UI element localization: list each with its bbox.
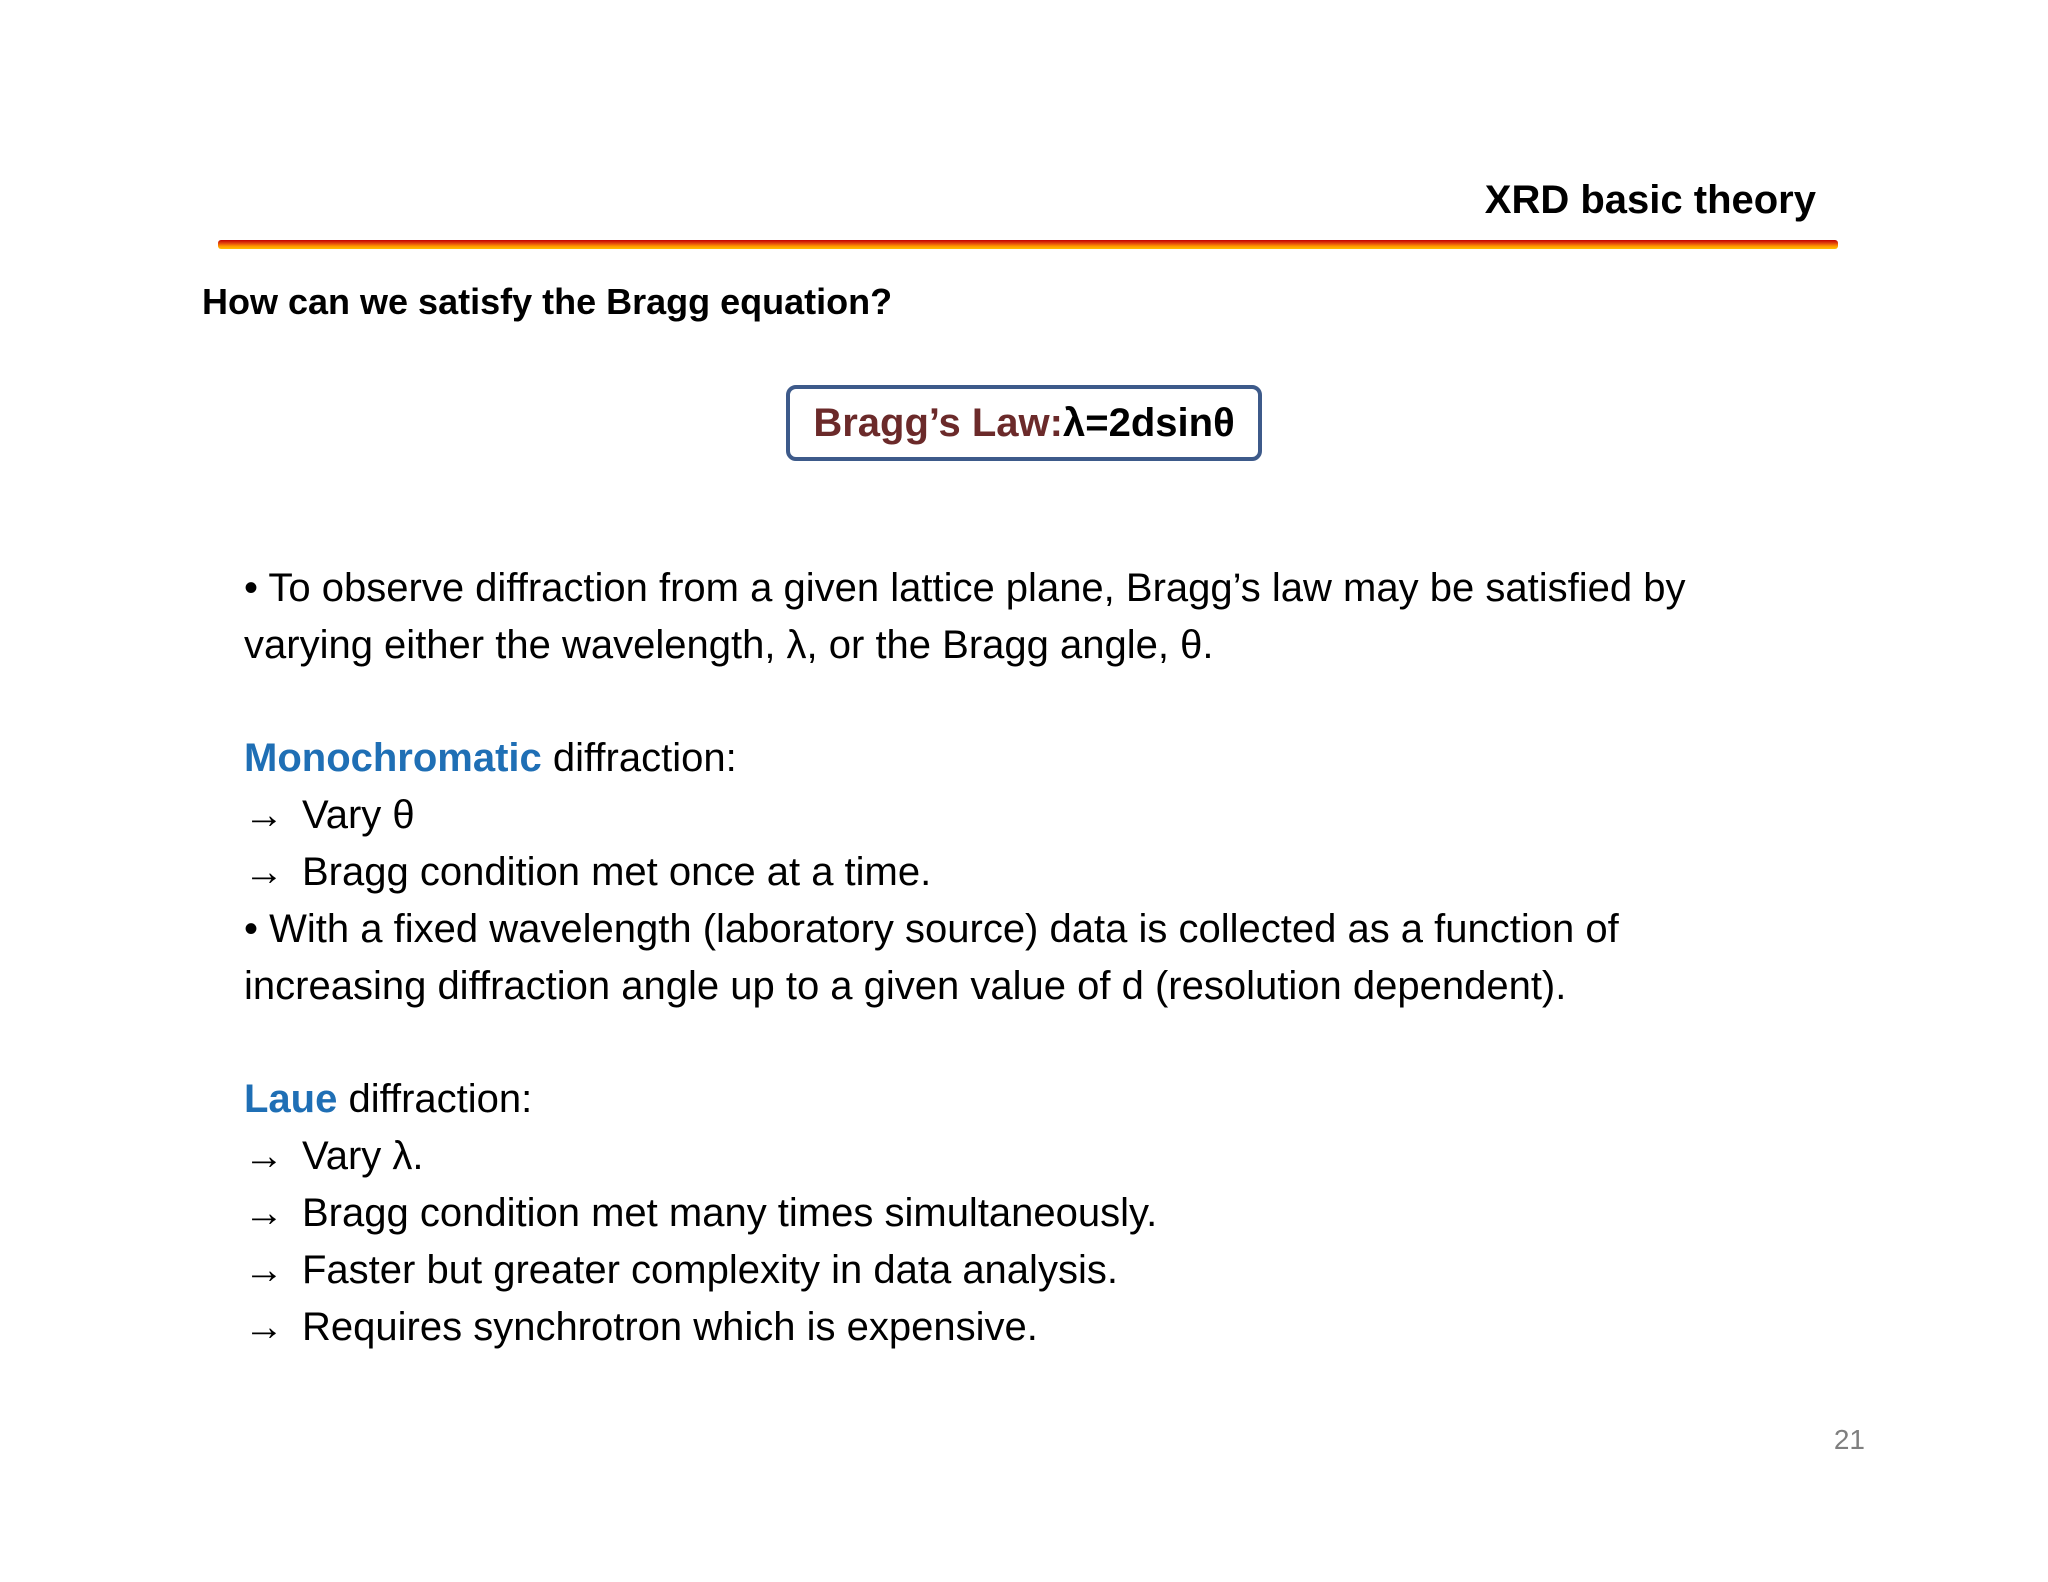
arrow-right-icon: → [244, 850, 284, 894]
bullet-icon: • [244, 566, 259, 610]
monochromatic-term: Monochromatic [244, 736, 542, 780]
laue-item-4-text: Requires synchrotron which is expensive. [302, 1305, 1038, 1349]
arrow-right-icon: → [244, 1191, 284, 1235]
monochromatic-item-2-text: Bragg condition met once at a time. [302, 850, 932, 894]
slide-body [244, 560, 1834, 1356]
laue-item-2-text: Bragg condition met many times simultaneously. [302, 1191, 1158, 1235]
title-divider [218, 240, 1838, 249]
intro-line-2: varying either the wavelength, λ, or the Bragg angle, θ. [244, 623, 1214, 667]
bullet-icon: • [244, 907, 259, 951]
monochromatic-heading [244, 730, 1834, 787]
monochromatic-note-1 [244, 901, 1834, 958]
laue-term: Laue [244, 1077, 338, 1121]
laue-suffix: diffraction: [337, 1077, 533, 1121]
monochromatic-suffix: diffraction: [541, 736, 737, 780]
intro-text-1: To observe diffraction from a given lattice plane, Bragg’s law may be satisfied by [268, 566, 1686, 610]
arrow-right-icon: → [244, 1134, 284, 1178]
laue-item-1 [244, 1128, 1834, 1185]
page-number: 21 [1833, 1424, 1865, 1455]
laue-item-3 [244, 1242, 1834, 1299]
monochromatic-item-1-text: Vary θ [302, 793, 415, 837]
laue-heading [244, 1071, 1834, 1128]
laue-item-1-text: Vary λ. [302, 1134, 424, 1178]
braggs-law-label: Bragg’s Law: [813, 400, 1063, 445]
slide-title: XRD basic theory [1484, 178, 1816, 222]
intro-line-1 [244, 560, 1834, 617]
monochromatic-item-1 [244, 787, 1834, 844]
arrow-right-icon: → [244, 1248, 284, 1292]
laue-item-4 [244, 1299, 1834, 1356]
arrow-right-icon: → [244, 793, 284, 837]
monochromatic-note-2: increasing diffraction angle up to a given value of d (resolution dependent). [244, 964, 1567, 1008]
braggs-law-box [786, 385, 1262, 461]
braggs-law-equation: λ=2dsinθ [1062, 400, 1235, 445]
question-heading: How can we satisfy the Bragg equation? [202, 281, 893, 322]
laue-item-3-text: Faster but greater complexity in data analysis. [302, 1248, 1118, 1292]
laue-item-2 [244, 1185, 1834, 1242]
arrow-right-icon: → [244, 1305, 284, 1349]
monochromatic-item-2 [244, 844, 1834, 901]
monochromatic-note-text-1: With a fixed wavelength (laboratory source) data is collected as a function of [269, 907, 1619, 951]
